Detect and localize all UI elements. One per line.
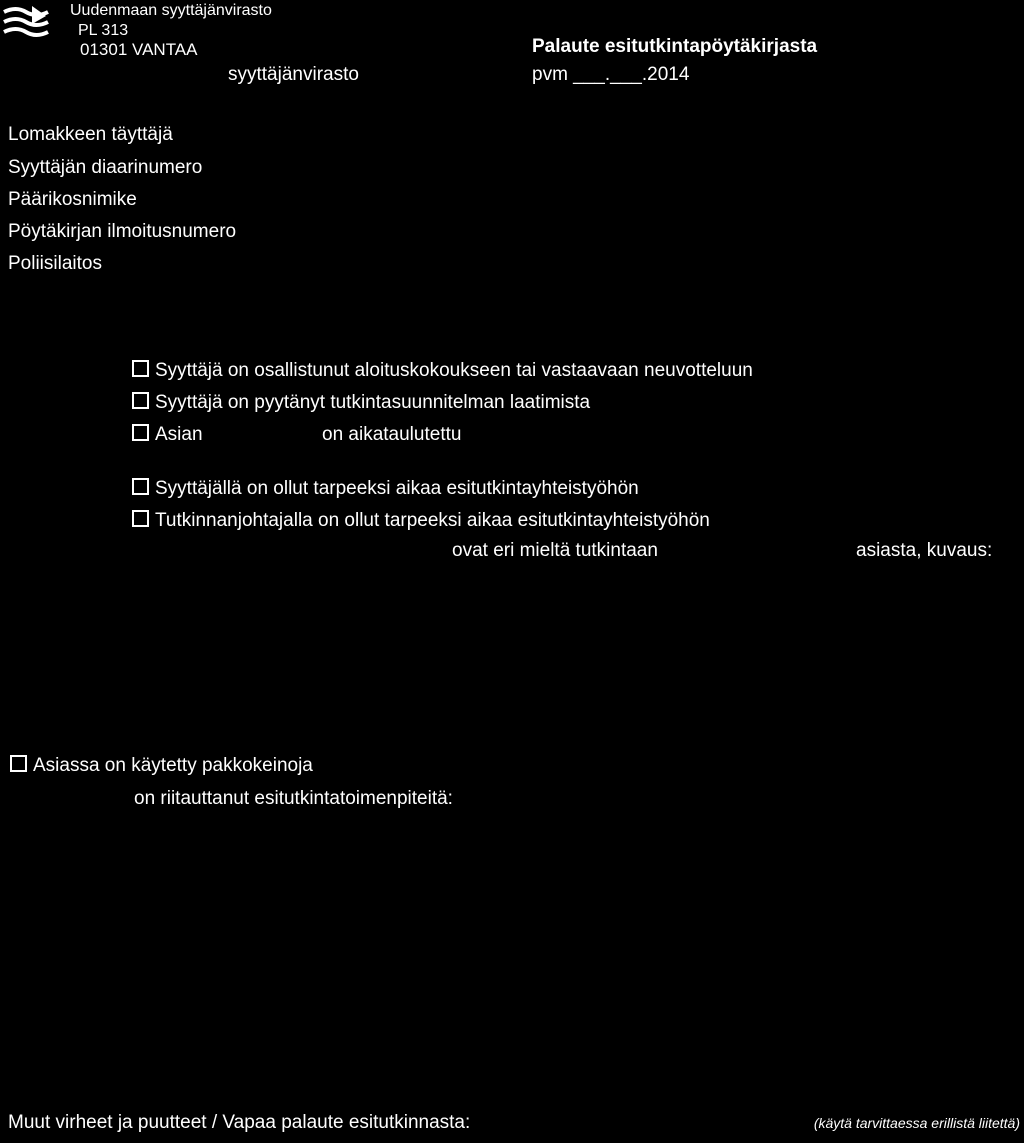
checkbox[interactable]	[132, 392, 149, 409]
check-item-investigator-time: Tutkinnanjohtajalla on ollut tarpeeksi aikaa esitutkintayhteistyöhön	[132, 510, 710, 532]
postbox: PL 313	[78, 22, 129, 39]
office-short: syyttäjänvirasto	[228, 64, 359, 85]
field-main-offence: Päärikosnimike	[8, 189, 137, 210]
check-item-schedule: Asian	[132, 424, 203, 446]
disputed-text: on riitauttanut esitutkintatoimenpiteitä:	[134, 788, 453, 809]
checkbox[interactable]	[132, 424, 149, 441]
field-police-department: Poliisilaitos	[8, 253, 102, 274]
field-diary-number: Syyttäjän diaarinumero	[8, 157, 203, 178]
date-field[interactable]: pvm ___.___.2014	[532, 64, 690, 85]
checkbox[interactable]	[132, 360, 149, 377]
field-form-filler: Lomakkeen täyttäjä	[8, 124, 173, 145]
field-report-number: Pöytäkirjan ilmoitusnumero	[8, 221, 237, 242]
other-feedback-label: Muut virheet ja puutteet / Vapaa palaute esitutkinnasta:	[8, 1112, 471, 1133]
checkbox[interactable]	[10, 755, 27, 772]
office-name: Uudenmaan syyttäjänvirasto	[70, 2, 272, 19]
disagree-text-2: asiasta, kuvaus:	[856, 540, 993, 561]
check-item-schedule-rest: on aikataulutettu	[322, 424, 462, 445]
check-item-meeting: Syyttäjä on osallistunut aloituskokoukseen tai vastaavaan neuvotteluun	[132, 360, 753, 382]
attachment-note: (käytä tarvittaessa erillistä liitettä)	[813, 1115, 1020, 1131]
prosecutor-logo-icon	[2, 2, 60, 46]
check-item-prosecutor-time: Syyttäjällä on ollut tarpeeksi aikaa esitutkintayhteistyöhön	[132, 478, 639, 500]
checkbox[interactable]	[132, 478, 149, 495]
disagree-text: ovat eri mieltä tutkintaan	[452, 540, 658, 561]
postal-code-city: 01301 VANTAA	[80, 40, 198, 59]
checkbox[interactable]	[132, 510, 149, 527]
check-item-coercion: Asiassa on käytetty pakkokeinoja	[10, 755, 313, 777]
check-item-plan: Syyttäjä on pyytänyt tutkintasuunnitelman laatimista	[132, 392, 590, 414]
form-title: Palaute esitutkintapöytäkirjasta	[532, 36, 818, 57]
